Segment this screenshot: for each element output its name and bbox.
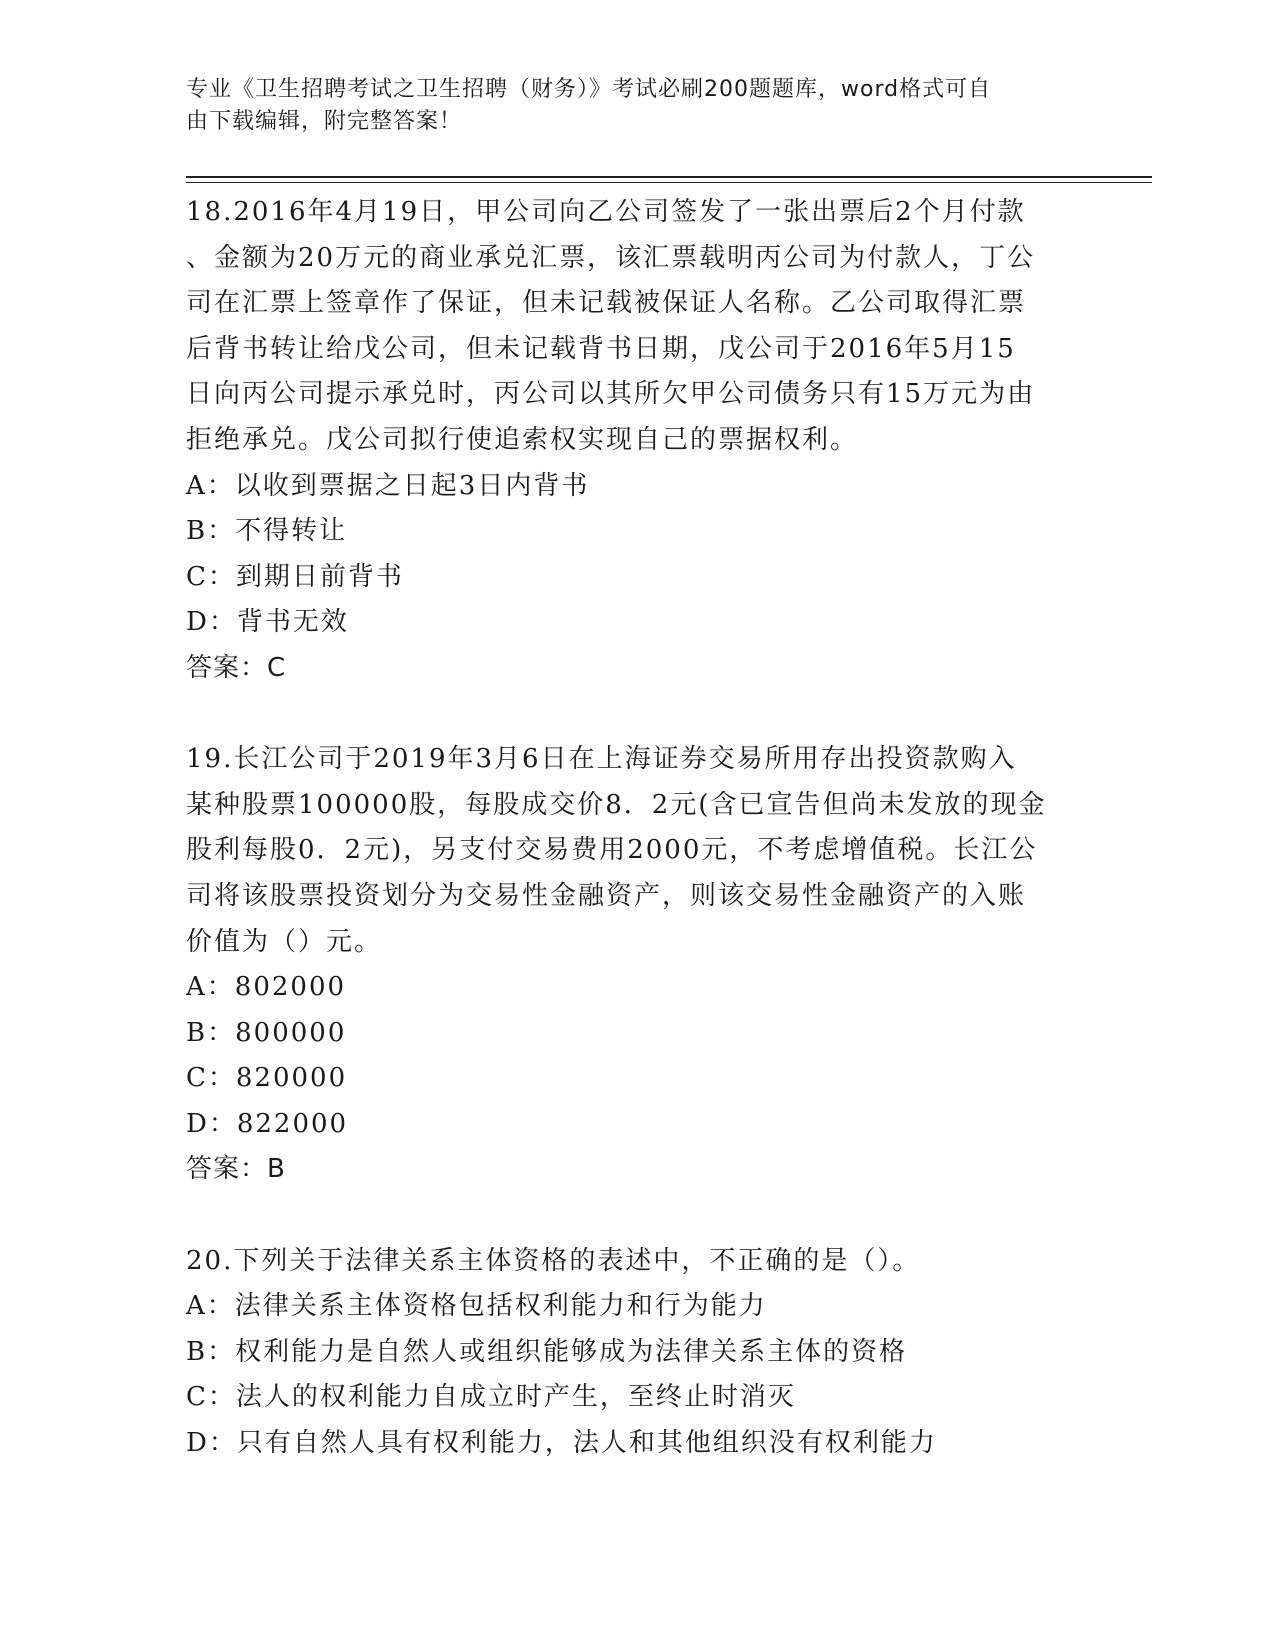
option-c: C：法人的权利能力自成立时产生，至终止时消灭 <box>186 1382 796 1413</box>
answer-line: 答案：B <box>186 1154 286 1185</box>
spacer <box>186 692 1086 738</box>
option-a: A：802000 <box>186 972 347 1003</box>
question-19 <box>186 737 1086 1193</box>
option-d: D：只有自然人具有权利能力，法人和其他组织没有权利能力 <box>186 1428 937 1459</box>
question-20 <box>186 1239 1086 1467</box>
document-header <box>186 74 1066 138</box>
question-stem: 19.长江公司于2019年3月6日在上海证券交易所用存出投资款购入 某种股票100000股，每股成交价8．2元(含已宣告但尚未发放的现金 股利每股0．2元)，另支付交易费用2000元，不考虑增值税。长江公 司将该股票投资划分为交易性金融资产，则该交易性金融资产的入账 价值为（）元。 <box>186 744 1047 957</box>
option-a: A：法律关系主体资格包括权利能力和行为能力 <box>186 1291 767 1322</box>
question-stem: 20.下列关于法律关系主体资格的表述中，不正确的是（）。 <box>186 1245 921 1276</box>
header-divider-thin <box>186 182 1152 183</box>
option-b: B：800000 <box>186 1017 347 1048</box>
option-c: C：820000 <box>186 1063 348 1094</box>
option-d: D：背书无效 <box>186 607 349 638</box>
spacer <box>186 1193 1086 1239</box>
option-c: C：到期日前背书 <box>186 561 404 592</box>
header-divider-thick <box>186 176 1152 178</box>
question-list <box>186 190 1086 1467</box>
option-d: D：822000 <box>186 1108 349 1139</box>
question-18 <box>186 190 1086 692</box>
option-b: B：权利能力是自然人或组织能够成为法律关系主体的资格 <box>186 1336 908 1367</box>
header-text: 专业《卫生招聘考试之卫生招聘（财务）》考试必刷200题题库，word格式可自 由下载编辑，附完整答案！ <box>186 77 992 134</box>
option-b: B：不得转让 <box>186 516 348 547</box>
answer-line: 答案：C <box>186 652 287 683</box>
question-stem: 18.2016年4月19日，甲公司向乙公司签发了一张出票后2个月付款 、金额为20万元的商业承兑汇票，该汇票载明丙公司为付款人，丁公 司在汇票上签章作了保证，但未记载被保证人名称。乙公司取得汇票 后背书转让给戊公司，但未记载背书日期，戊公司于2016年5月15 日向丙公司提示承兑时，丙公司以其所欠甲公司债务只有15万元为由 拒绝承兑。戊公司拟行使追索权实现自己的票据权利。 <box>186 197 1036 455</box>
option-a: A：以收到票据之日起3日内背书 <box>186 470 590 501</box>
